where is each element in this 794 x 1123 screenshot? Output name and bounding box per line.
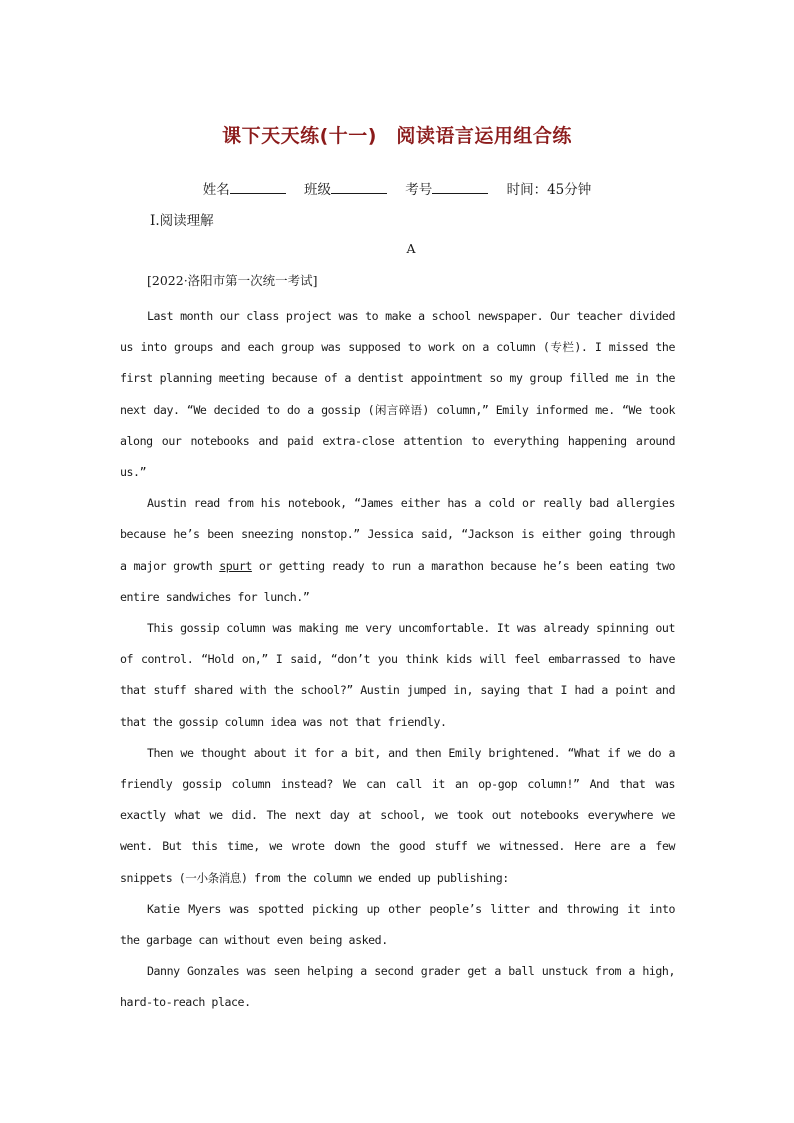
paragraph-3: This gossip column was making me very uncomfortable. It was already spinning out of control. “Hold on,” I said, “don’t you think kids will feel embarrassed to have that stuff shared with the school?” Austin jumped in, saying that I had a point and that the gossip column idea was not that friendly.	[120, 621, 675, 729]
exam-no-label: 考号	[405, 182, 433, 198]
exam-no-blank	[432, 182, 488, 194]
section-heading: Ⅰ.阅读理解	[150, 213, 214, 229]
paragraph-2-part-2: or getting ready to run a marathon because he’s been eating two entire sandwiches for lunch.”	[120, 558, 676, 604]
passage-letter: A	[406, 241, 416, 256]
paragraph-5: Katie Myers was spotted picking up other people’s litter and throwing it into the garbage can without even being asked.	[120, 901, 675, 948]
name-label: 姓名	[202, 182, 230, 198]
class-blank	[331, 182, 387, 194]
paragraph-1: Last month our class project was to make a school newspaper. Our teacher divided us into groups and each group was supposed to work on a column (专栏). I missed the first planning meeting because of a dentist appointment so my group filled me in the next day. “We decided to do a gossip (闲言碎语) column,” Emily informed me. “We took along our notebooks and paid extra-close attention to everything happening around us.”	[120, 309, 675, 480]
paragraph-2	[120, 488, 675, 613]
paragraph-4: Then we thought about it for a bit, and then Emily brightened. “What if we do a friendly gossip column instead? We can call it an op-gop column!” And that was exactly what we did. The next day at school, we took out notebooks everywhere we went. But this time, we wrote down the good stuff we witnessed. Here are a few snippets (一小条消息) from the column we ended up publishing:	[120, 745, 675, 885]
passage-body	[120, 301, 675, 1019]
paragraph-6: Danny Gonzales was seen helping a second grader get a ball unstuck from a high, hard-to-reach place.	[120, 964, 675, 1010]
paragraph-2-part-1: Austin read from his notebook, “James either has a cold or really bad allergies because he’s been sneezing nonstop.” Jessica said, “Jackson is either going through a major growth	[120, 496, 675, 573]
time-label: 时间：45分钟	[506, 182, 592, 198]
student-info-row	[0, 178, 794, 198]
passage-source: [2022·洛阳市第一次统一考试]	[147, 273, 318, 288]
underlined-word: spurt	[219, 558, 252, 573]
class-label: 班级	[304, 182, 331, 198]
page-title: 课下天天练(十一) 阅读语言运用组合练	[222, 125, 572, 147]
name-blank	[230, 182, 286, 194]
